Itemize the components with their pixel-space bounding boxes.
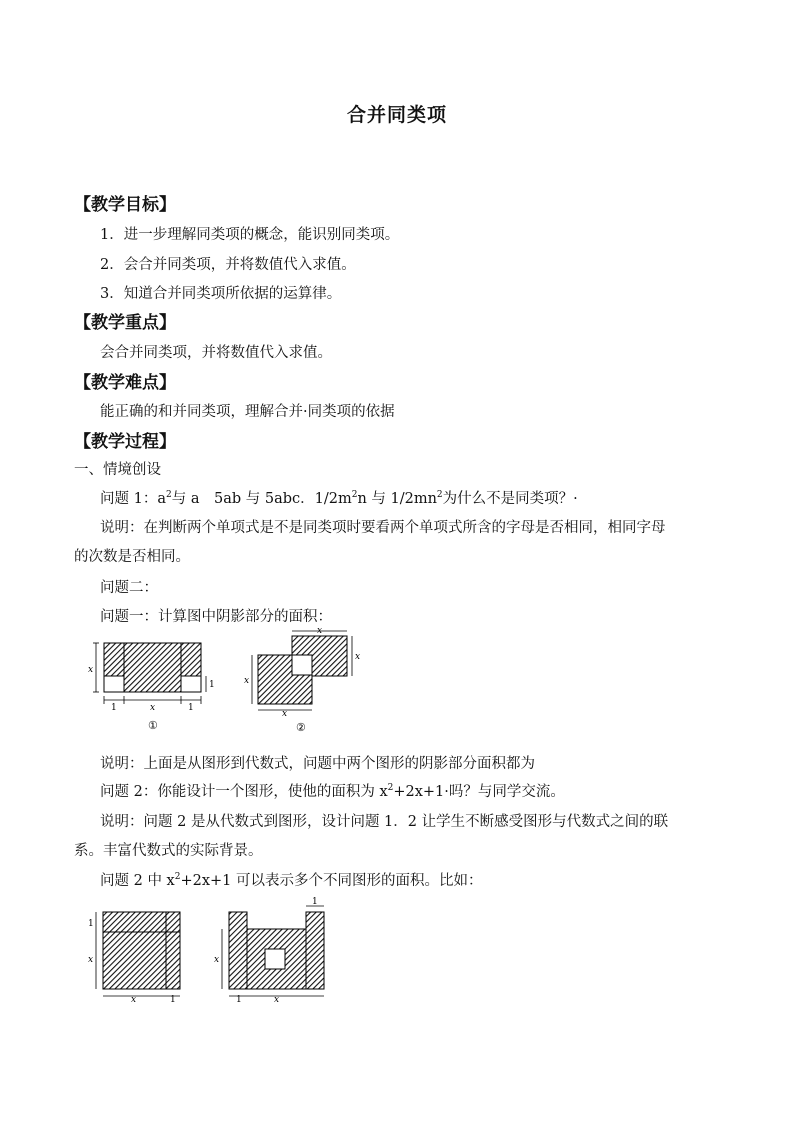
fig2-right-x: x: [355, 652, 361, 662]
fig1-label-x: x: [88, 665, 94, 675]
note-3-line-1: 说明：问题 2 是从代数式到图形，设计问题 1．2 让学生不断感受图形与代数式之间的联: [100, 814, 669, 830]
fig4-bottom-1: 1: [236, 995, 242, 1005]
fig3-bottom-x: x: [131, 995, 137, 1005]
heading-process: 【教学过程】: [74, 432, 176, 452]
goal-item: 3．知道合并同类项所依据的运算律。: [100, 286, 342, 302]
question-2-label: 问题二：: [100, 580, 158, 596]
heading-key: 【教学重点】: [74, 313, 176, 333]
fig4-left-x: x: [214, 955, 220, 965]
question-1: 问题 1：$a^2$与 a 5ab 与 5abc．$1/2m^2n$ 与 $1/2mn^2$为什么不是同类项？·: [100, 490, 578, 507]
question-one: 问题一：计算图中阴影部分的面积：: [100, 609, 332, 625]
fig3-label-1: 1: [88, 919, 94, 929]
fig3-label-x: x: [88, 955, 94, 965]
fig1-bottom-1a: 1: [111, 703, 117, 713]
part-title: 一、情境创设: [74, 462, 161, 478]
key-text: 会合并同类项，并将数值代入求值。: [100, 345, 332, 361]
page-title: 合并同类项: [346, 104, 447, 126]
note-1-line-2: 的次数是否相同。: [74, 549, 190, 565]
fig1-bottom-x: x: [150, 703, 156, 713]
figure-4: [214, 897, 324, 1005]
note-2: 说明：上面是从图形到代数式，问题中两个图形的阴影部分面积都为: [100, 756, 535, 772]
note-3-line-2: 系。丰富代数式的实际背景。: [74, 843, 263, 859]
difficult-text: 能正确的和并同类项，理解合并·同类项的依据: [100, 404, 395, 420]
figure-3: [88, 912, 180, 1005]
note-1-line-1: 说明：在判断两个单项式是不是同类项时要看两个单项式所含的字母是否相同，相同字母: [100, 520, 666, 536]
fig1-bottom-1b: 1: [188, 703, 194, 713]
fig3-bottom-1: 1: [170, 995, 176, 1005]
fig1-caption: ①: [148, 719, 158, 732]
heading-goals: 【教学目标】: [74, 195, 176, 215]
fig4-bottom-x: x: [274, 995, 280, 1005]
fig2-bottom-x: x: [282, 709, 288, 719]
question-2: 问题 2：你能设计一个图形，使他的面积为 $x^2+2x+1\cdot$吗？与同学交流。: [100, 783, 565, 800]
figure-1: [88, 643, 215, 732]
fig2-left-x: x: [244, 676, 250, 686]
fig2-caption: ②: [296, 721, 306, 734]
fig4-top-1: 1: [312, 897, 318, 907]
question-2-continued: 问题 2 中 $x^2+2x+1$ 可以表示多个不同图形的面积。比如：: [100, 872, 483, 889]
figure-2: [244, 626, 360, 734]
goal-item: 2．会合并同类项，并将数值代入求值。: [100, 257, 356, 273]
fig2-top-x: x: [317, 626, 323, 636]
fig1-label-1: 1: [209, 680, 215, 690]
goal-item: 1．进一步理解同类项的概念，能识别同类项。: [100, 227, 400, 243]
heading-difficult: 【教学难点】: [74, 373, 176, 393]
